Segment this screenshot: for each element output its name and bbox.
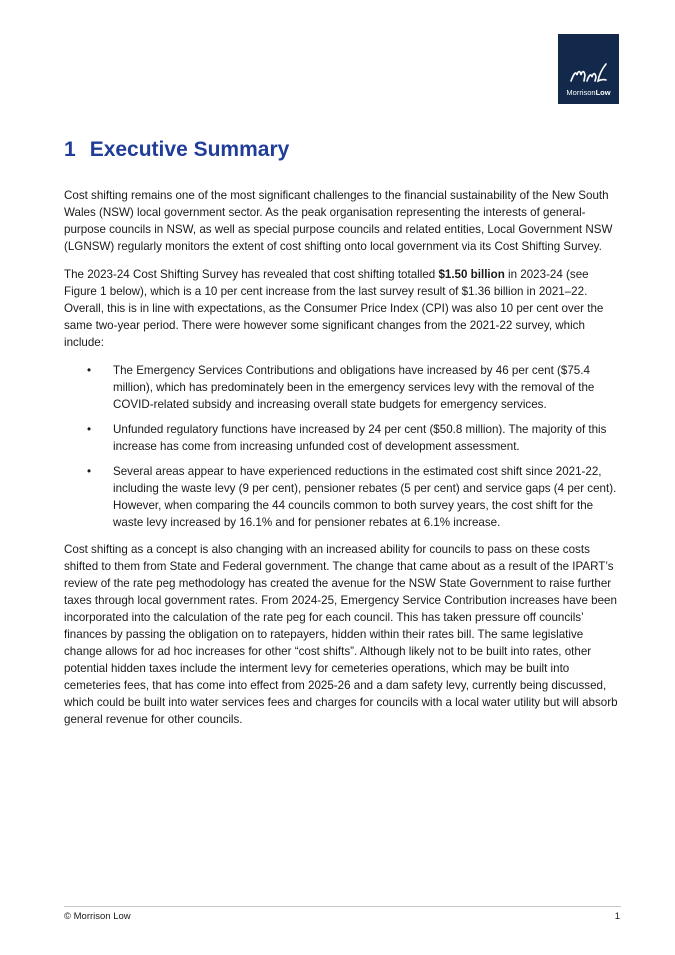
- footer-page-number: 1: [614, 911, 620, 922]
- paragraph-survey-result: The 2023-24 Cost Shifting Survey has revealed that cost shifting totalled $1.50 billion in 2023-24 (see Figure 1 below), which is a 10 per cent increase from the last survey result of $1.36 billion in 2021–22. Overall, this is in line with expectations, as the Consumer Price Index (CPI) was also 10 per cent over the same two-year period. There were however some significant changes from the 2021-22 survey, which include:: [64, 268, 604, 349]
- logo-wordmark: MorrisonLow: [566, 88, 611, 97]
- section-number: 1: [64, 138, 76, 161]
- changes-list: [64, 362, 622, 531]
- paragraph-concept: Cost shifting as a concept is also changing with an increased ability for councils to pass on these costs shifted to them from State and Federal government. The change that came about as a result of the IPART’s review of the rate peg methodology has created the avenue for the NSW State Government to raise further taxes through local government rates. From 2024-25, Emergency Service Contribution increases have been incorporated into the calculation of the rate peg for each council. This has taken pressure off councils’ finances by passing the obligation on to ratepayers, hidden within their rates bill. The same legislative change allows for ad hoc increases for other “cost shifts”. Although likely not to be built into rates, other potential hidden taxes include the interment levy for cemeteries operations, which may be built into cemeteries fees, that has come into effect from 2025-26 and a dam safety levy, currently being discussed, which could be built into water services fees and charges for councils with a local water utility but will absorb general revenue for other councils.: [64, 543, 618, 726]
- footer-copyright: © Morrison Low: [64, 911, 131, 922]
- body-content: [64, 187, 622, 739]
- ml-monogram-icon: [568, 61, 610, 85]
- list-item: • Unfunded regulatory functions have increased by 24 per cent ($50.8 million). The majority of this increase has come from increasing unfunded cost of development assessment.: [64, 421, 622, 455]
- total-amount: $1.50 billion: [438, 268, 505, 281]
- list-item: • Several areas appear to have experienced reductions in the estimated cost shift since 2021-22, including the waste levy (9 per cent), pensioner rebates (5 per cent) and service gaps (4 per cent). However, when comparing the 44 councils common to both survey years, the cost shift for the waste levy increased by 16.1% and for pensioner rebates at 6.1% increase.: [64, 463, 622, 531]
- footer-divider: [64, 906, 621, 907]
- section-heading: [64, 138, 289, 162]
- morrison-low-logo: [558, 34, 619, 104]
- paragraph-intro: Cost shifting remains one of the most significant challenges to the financial sustainability of the New South Wales (NSW) local government sector. As the peak organisation representing the interests of general-purpose councils in NSW, as well as special purpose councils and related entities, Local Government NSW (LGNSW) regularly monitors the extent of cost shifting onto local government via its Cost Shifting Survey.: [64, 189, 613, 253]
- list-item: • The Emergency Services Contributions and obligations have increased by 46 per cent ($75.4 million), which has predominately been in the emergency services levy with the removal of the COVID-related subsidy and increasing overall state budgets for emergency services.: [64, 362, 622, 413]
- section-title: Executive Summary: [89, 138, 290, 161]
